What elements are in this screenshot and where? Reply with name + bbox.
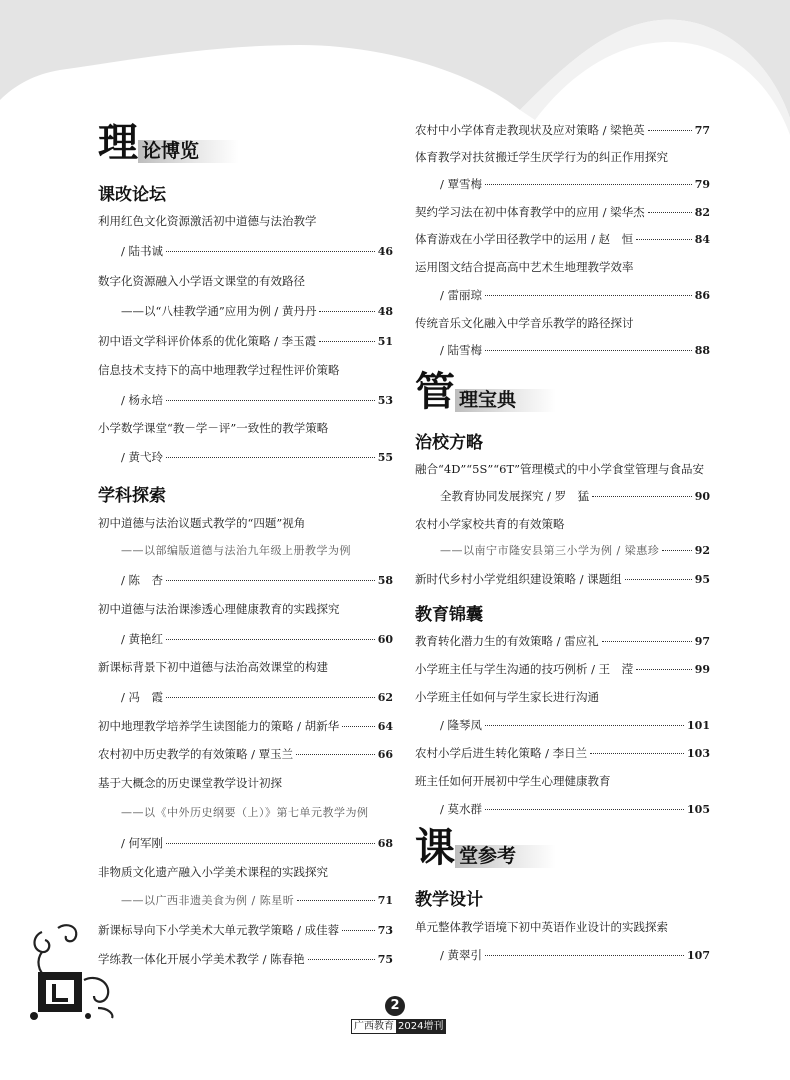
toc-entry[interactable]: 体育游戏在小学田径教学中的运用 / 赵 恒 84 [415,232,710,246]
section-theory-heading [98,120,239,166]
toc-entry[interactable]: / 陈 杏 58 [121,573,393,587]
toc-entry[interactable]: 初中道德与法治议题式教学的“四题”视角 [98,516,306,530]
toc-entry[interactable]: 基于大概念的历史课堂教学设计初探 [98,776,282,790]
page-number: 2 [385,996,405,1016]
toc-entry[interactable]: / 覃雪梅 79 [440,177,710,191]
subsection-design: 教学设计 [415,890,483,910]
section-theory-label: 论博览 [138,140,239,163]
section-management-heading [415,369,556,415]
toc-entry[interactable]: 新时代乡村小学党组织建设策略 / 课题组 95 [415,572,710,586]
toc-entry[interactable]: 体育教学对扶贫搬迁学生厌学行为的纠正作用探究 [415,150,668,164]
toc-entry[interactable]: ——以广西非遗美食为例 / 陈星昕 71 [121,894,393,907]
subsection-subject: 学科探索 [98,486,166,506]
toc-entry[interactable]: 初中道德与法治课渗透心理健康教育的实践探究 [98,602,340,616]
toc-entry[interactable]: 农村小学后进生转化策略 / 李日兰 103 [415,746,710,760]
toc-entry[interactable]: 融合“4D”“5S”“6T”管理模式的中小学食堂管理与食品安 [415,462,704,476]
toc-entry[interactable]: 初中地理教学培养学生读图能力的策略 / 胡新华 64 [98,719,393,733]
subsection-reform: 课改论坛 [98,185,166,205]
journal-name: 广西教育 [354,1021,394,1032]
toc-entry[interactable]: 全教育协同发展探究 / 罗 猛 90 [440,489,710,503]
toc-entry[interactable]: / 冯 霞 62 [121,690,393,704]
toc-entry[interactable]: / 黄弋玲 55 [121,450,393,464]
toc-entry[interactable]: / 隆琴凤 101 [440,718,710,732]
section-management-label: 理宝典 [455,389,556,412]
section-management-initial: 管 [415,369,455,415]
toc-entry[interactable]: / 陆书诚 46 [121,244,393,258]
toc-entry[interactable]: 非物质文化遗产融入小学美术课程的实践探究 [98,865,328,879]
toc-entry[interactable]: / 陆雪梅 88 [440,343,710,357]
section-theory-initial: 理 [98,120,138,166]
toc-entry[interactable]: 学练教一体化开展小学美术教学 / 陈春艳 75 [98,952,393,966]
toc-entry[interactable]: 单元整体教学语境下初中英语作业设计的实践探索 [415,920,668,934]
journal-footer [351,1019,446,1034]
toc-entry[interactable]: 班主任如何开展初中学生心理健康教育 [415,774,611,788]
toc-entry[interactable]: 新课标导向下小学美术大单元教学策略 / 成佳蓉 73 [98,923,393,937]
toc-entry[interactable]: / 杨永培 53 [121,393,393,407]
toc-entry[interactable]: / 黄艳红 60 [121,632,393,646]
toc-entry[interactable]: 数字化资源融入小学语文课堂的有效路径 [98,274,305,288]
toc-entry[interactable]: 小学数学课堂“教－学－评”一致性的教学策略 [98,421,329,435]
toc-entry[interactable]: 契约学习法在初中体育教学中的应用 / 梁华杰 82 [415,205,710,219]
toc-entry[interactable]: ——以南宁市隆安县第三小学为例 / 梁惠珍 92 [440,544,710,557]
subsection-education: 教育锦囊 [415,605,483,625]
toc-entry[interactable]: 初中语文学科评价体系的优化策略 / 李玉霞 51 [98,334,393,348]
toc-entry[interactable]: / 雷丽琼 86 [440,288,710,302]
toc-entry[interactable]: 新课标背景下初中道德与法治高效课堂的构建 [98,660,328,674]
section-classroom-heading [415,825,556,871]
toc-entry[interactable]: 传统音乐文化融入中学音乐教学的路径探讨 [415,316,634,330]
section-classroom-initial: 课 [415,825,455,871]
toc-entry[interactable]: 农村中小学体育走教现状及应对策略 / 梁艳英 77 [415,123,710,137]
toc-entry[interactable]: ——以《中外历史纲要（上）》第七单元教学为例 [121,806,369,819]
toc-entry[interactable]: ——以部编版道德与法治九年级上册教学为例 [121,544,351,557]
toc-entry[interactable]: 农村小学家校共育的有效策略 [415,517,565,531]
journal-issue: 2024增刊 [398,1021,444,1032]
toc-entry[interactable]: 小学班主任如何与学生家长进行沟通 [415,690,599,704]
toc-entry[interactable]: 信息技术支持下的高中地理教学过程性评价策略 [98,363,340,377]
toc-entry[interactable]: 小学班主任与学生沟通的技巧例析 / 王 滢 99 [415,662,710,676]
toc-entry[interactable]: / 莫水群 105 [440,802,710,816]
toc-entry[interactable]: / 何军刚 68 [121,836,393,850]
toc-entry[interactable]: ——以“八桂教学通”应用为例 / 黄丹丹 48 [121,304,393,318]
toc-entry[interactable]: / 黄翠引 107 [440,948,710,962]
subsection-governance: 治校方略 [415,433,483,453]
toc-entry[interactable]: 运用图文结合提高高中艺术生地理教学效率 [415,260,634,274]
toc-entry[interactable]: 利用红色文化资源激活初中道德与法治教学 [98,214,317,228]
toc-entry[interactable]: 农村初中历史教学的有效策略 / 覃玉兰 66 [98,747,393,761]
section-classroom-label: 堂参考 [455,845,556,868]
toc-entry[interactable]: 教育转化潜力生的有效策略 / 雷应礼 97 [415,634,710,648]
